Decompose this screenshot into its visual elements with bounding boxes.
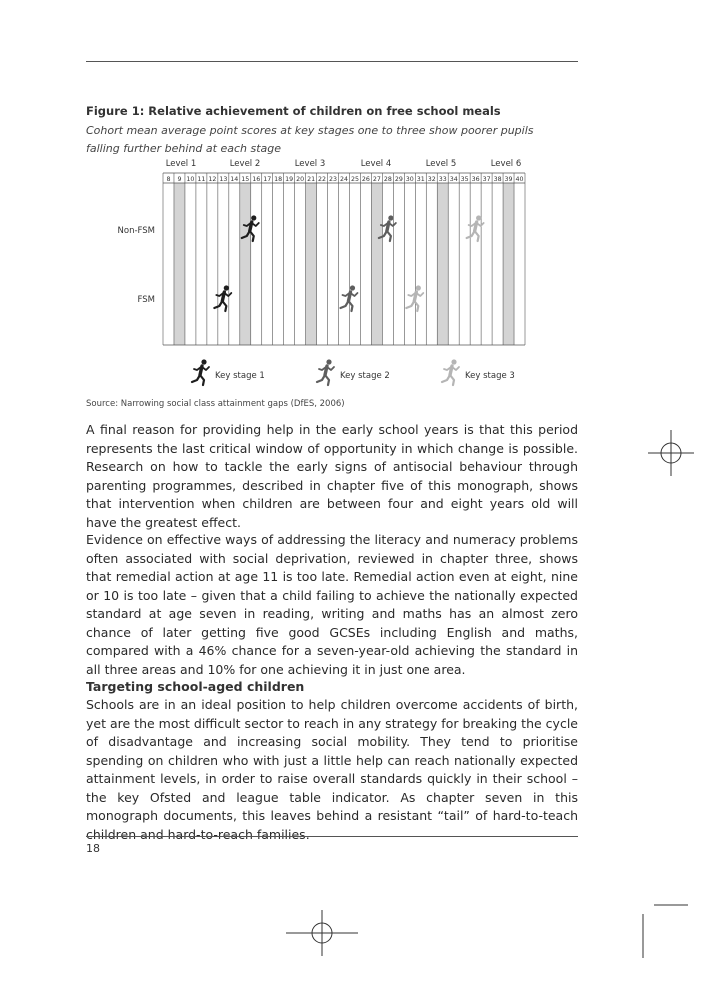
column-tick-label: 12	[208, 176, 217, 183]
column-tick-label: 18	[274, 176, 283, 183]
row-label-non-fsm: Non-FSM	[117, 226, 155, 236]
column-tick-label: 39	[504, 176, 513, 183]
column-tick-label: 11	[197, 176, 206, 183]
shaded-column	[174, 183, 185, 345]
legend-runner-ks3	[442, 359, 459, 385]
paragraph-2: Evidence on effective ways of addressing the literacy and numeracy problems often associated with social deprivation, reviewed in chapter three, shows that remedial action at age 11 is too late. Remedial action even at eight, nine or 10 is too late – given that a child failing to achieve the nationally expected standard at age seven in reading, writing and maths has an almost zero chance of later getting five good GCSEs including English and maths, compared with a 46% chance for a seven-year-old achieving the standard in all three areas and 10% for one achieving it in just one area.	[86, 532, 578, 677]
trim-mark-bottom-right-icon	[630, 900, 690, 960]
column-tick-label: 29	[394, 176, 403, 183]
column-tick-label: 22	[318, 176, 327, 183]
shaded-column	[306, 183, 317, 345]
column-tick-label: 16	[252, 176, 261, 183]
column-tick-label: 25	[350, 176, 359, 183]
column-tick-label: 37	[482, 176, 491, 183]
column-tick-label: 8	[166, 176, 171, 183]
column-tick-label: 27	[372, 176, 381, 183]
column-tick-label: 20	[296, 176, 305, 183]
level-label: Level 6	[490, 159, 522, 169]
runner-marker-ks2-fsm	[340, 285, 357, 311]
column-tick-label: 38	[493, 176, 502, 183]
row-label-fsm: FSM	[137, 295, 155, 305]
level-label: Level 2	[229, 159, 261, 169]
figure-title: Figure 1: Relative achievement of children on free school meals	[86, 104, 501, 118]
column-tick-label: 35	[460, 176, 469, 183]
column-tick-label: 21	[307, 176, 316, 183]
column-tick-label: 15	[241, 176, 250, 183]
crop-mark-bottom-icon	[286, 910, 358, 956]
figure-source: Source: Narrowing social class attainment gaps (DfES, 2006)	[86, 399, 345, 409]
shaded-column	[437, 183, 448, 345]
figure-subtitle: Cohort mean average point scores at key stages one to three show poorer pupils falling further behind at each stage	[86, 124, 534, 155]
legend-label-ks3: Key stage 3	[465, 371, 515, 381]
paragraph-3: Schools are in an ideal position to help children overcome accidents of birth, yet are the most difficult sector to reach in any strategy for breaking the cycle of disadvantage and increasing social mobility. They tend to prioritise spending on children who with just a little help can reach nationally expected attainment levels, in order to raise overall standards quickly in their school – the key Ofsted and league table indicator. As chapter seven in this monograph documents, this leaves behind a resistant “tail” of hard-to-teach children and hard-to-reach families.	[86, 697, 578, 842]
legend-runner-ks2	[317, 359, 334, 385]
column-tick-label: 14	[230, 176, 239, 183]
column-tick-label: 9	[177, 176, 182, 183]
level-label: Level 5	[425, 159, 457, 169]
column-tick-label: 10	[186, 176, 195, 183]
level-label: Level 4	[360, 159, 392, 169]
shaded-column	[371, 183, 382, 345]
level-label: Level 3	[294, 159, 326, 169]
column-tick-label: 23	[329, 176, 338, 183]
column-tick-label: 28	[383, 176, 392, 183]
achievement-chart	[0, 0, 728, 400]
column-tick-label: 36	[471, 176, 480, 183]
runner-marker-ks3-fsm	[406, 285, 423, 311]
column-tick-label: 24	[339, 176, 349, 183]
column-tick-label: 19	[285, 176, 294, 183]
page-number: 18	[86, 842, 100, 855]
column-tick-label: 30	[405, 176, 414, 183]
crop-mark-right-icon	[648, 430, 694, 476]
column-tick-label: 31	[416, 176, 425, 183]
bottom-rule	[86, 836, 578, 837]
column-tick-label: 33	[438, 176, 447, 183]
column-tick-label: 40	[515, 176, 524, 183]
shaded-column	[503, 183, 514, 345]
legend-label-ks2: Key stage 2	[340, 371, 390, 381]
column-tick-label: 34	[449, 176, 458, 183]
column-tick-label: 32	[427, 176, 436, 183]
legend-runner-ks1	[192, 359, 209, 385]
column-tick-label: 26	[361, 176, 370, 183]
column-tick-label: 13	[219, 176, 228, 183]
level-label: Level 1	[165, 159, 197, 169]
section-heading: Targeting school-aged children	[86, 679, 305, 694]
shaded-column	[240, 183, 251, 345]
paragraph-1: A final reason for providing help in the early school years is that this period represents the last critical window of opportunity in which change is possible. Research on how to tackle the early signs of antisocial behaviour through parenting programmes, described in chapter five of this monograph, shows that intervention when children are between four and eight years old will have the greatest effect.	[86, 422, 578, 530]
column-tick-label: 17	[263, 176, 272, 183]
legend-label-ks1: Key stage 1	[215, 371, 265, 381]
